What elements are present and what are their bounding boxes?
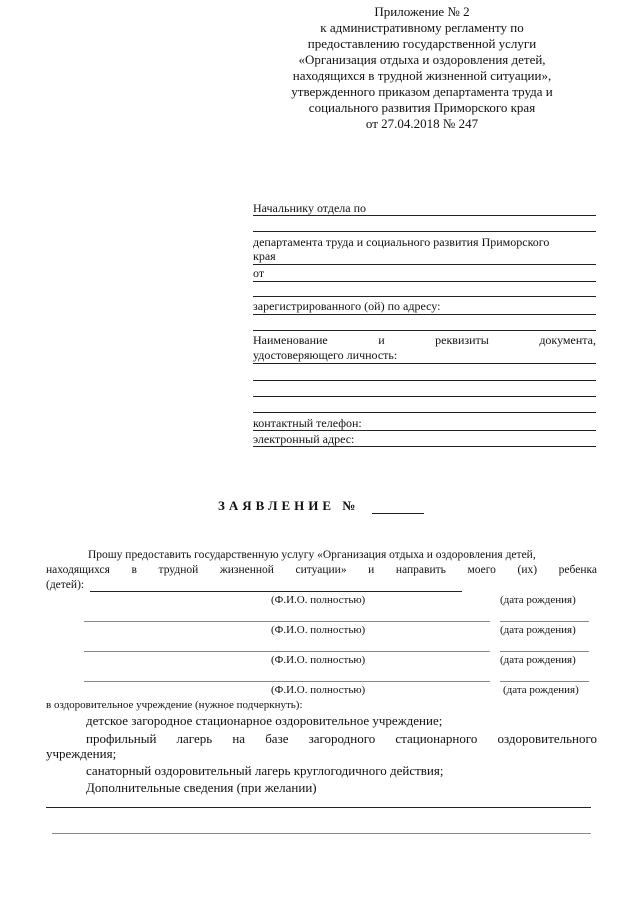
- additional-info-line[interactable]: [52, 833, 591, 834]
- identity-doc-word: реквизиты: [435, 333, 489, 347]
- department-line[interactable]: [253, 264, 596, 265]
- additional-info-line[interactable]: [46, 807, 591, 808]
- appendix-header-line: находящихся в трудной жизненной ситуации»,: [292, 68, 552, 83]
- child-fio-line[interactable]: [84, 681, 490, 682]
- option-word: профильный: [86, 731, 157, 746]
- option-word: на: [232, 731, 246, 746]
- registered-address-blank-line[interactable]: [253, 330, 596, 331]
- fio-caption: (Ф.И.О. полностью): [271, 624, 366, 636]
- identity-doc-word: и: [378, 333, 385, 347]
- child-dob-line[interactable]: [500, 681, 589, 682]
- appendix-header-line: предоставлению государственной услуги: [307, 36, 537, 51]
- fio-caption: (Ф.И.О. полностью): [271, 684, 366, 696]
- request-word: направить: [395, 564, 446, 576]
- request-line2: [46, 563, 597, 577]
- child-fio-line[interactable]: [90, 591, 462, 592]
- request-word: ситуации»: [295, 564, 347, 576]
- request-line3: (детей):: [46, 579, 85, 591]
- dob-caption: (дата рождения): [500, 594, 576, 606]
- child-fio-line[interactable]: [84, 621, 490, 622]
- child-fio-line[interactable]: [84, 651, 490, 652]
- appendix-header-line: Приложение № 2: [374, 4, 470, 19]
- identity-doc-word: документа,: [539, 333, 596, 347]
- department-line2: края: [253, 249, 276, 263]
- option-word: базе: [265, 731, 289, 746]
- phone-label: контактный телефон:: [253, 416, 362, 430]
- appendix-header: [262, 4, 582, 132]
- option-profile-camp[interactable]: [86, 731, 597, 747]
- option-sanatorium-camp[interactable]: санаторный оздоровительный лагерь круглогодичного действия;: [86, 763, 444, 778]
- addressee-blank-line[interactable]: [253, 231, 596, 232]
- identity-doc-line[interactable]: [253, 380, 596, 381]
- additional-info-label: Дополнительные сведения (при желании): [86, 780, 317, 795]
- child-dob-line[interactable]: [500, 651, 589, 652]
- registered-address-label: зарегистрированного (ой) по адресу:: [253, 299, 441, 313]
- phone-line[interactable]: [253, 430, 596, 431]
- option-word: лагерь: [176, 731, 213, 746]
- appendix-header-line: социального развития Приморского края: [308, 100, 536, 115]
- statement-number-line[interactable]: [372, 513, 424, 514]
- request-word: и: [368, 564, 375, 576]
- request-word: трудной: [158, 564, 199, 576]
- addressee-to-line[interactable]: [253, 215, 596, 216]
- option-country-camp[interactable]: детское загородное стационарное оздоровительное учреждение;: [86, 713, 443, 728]
- option-word: оздоровительного: [497, 731, 597, 746]
- from-label: от: [253, 266, 265, 280]
- identity-doc-word: Наименование: [253, 333, 328, 347]
- option-profile-camp-line2: учреждения;: [46, 746, 117, 761]
- statement-title: ЗАЯВЛЕНИЕ №: [218, 498, 360, 513]
- request-word: жизненной: [219, 564, 274, 576]
- fio-caption: (Ф.И.О. полностью): [271, 594, 366, 606]
- request-line1: Прошу предоставить государственную услугу «Организация отдыха и оздоровления детей,: [88, 549, 536, 561]
- appendix-header-line: утвержденного приказом департамента труда и: [291, 84, 553, 99]
- identity-doc-line[interactable]: [253, 412, 596, 413]
- request-word: находящихся: [46, 564, 110, 576]
- addressee-to-label: Начальнику отдела по: [253, 201, 367, 215]
- identity-doc-label-line2: удостоверяющего личность:: [253, 348, 398, 362]
- registered-address-line[interactable]: [253, 314, 596, 315]
- appendix-header-line: к административному регламенту по: [320, 20, 524, 35]
- identity-doc-label-line1: [253, 333, 596, 347]
- request-word: ребенка: [558, 564, 597, 576]
- fio-caption: (Ф.И.О. полностью): [271, 654, 366, 666]
- department-line1: департамента труда и социального развития Приморского: [253, 235, 550, 249]
- dob-caption: (дата рождения): [503, 684, 579, 696]
- email-label: электронный адрес:: [253, 432, 355, 446]
- appendix-header-line: «Организация отдыха и оздоровления детей,: [298, 52, 546, 67]
- child-dob-line[interactable]: [500, 621, 589, 622]
- request-word: моего: [467, 564, 496, 576]
- identity-doc-line[interactable]: [253, 396, 596, 397]
- identity-doc-line[interactable]: [253, 363, 596, 364]
- option-word: загородного: [308, 731, 376, 746]
- option-word: стационарного: [395, 731, 478, 746]
- dob-caption: (дата рождения): [500, 654, 576, 666]
- institution-intro: в оздоровительное учреждение (нужное подчеркнуть):: [46, 699, 303, 711]
- request-word: в: [131, 564, 137, 576]
- from-line[interactable]: [253, 281, 596, 282]
- email-line[interactable]: [253, 446, 596, 447]
- dob-caption: (дата рождения): [500, 624, 576, 636]
- request-word: (их): [517, 564, 538, 576]
- appendix-header-line: от 27.04.2018 № 247: [365, 116, 479, 131]
- from-blank-line[interactable]: [253, 296, 596, 297]
